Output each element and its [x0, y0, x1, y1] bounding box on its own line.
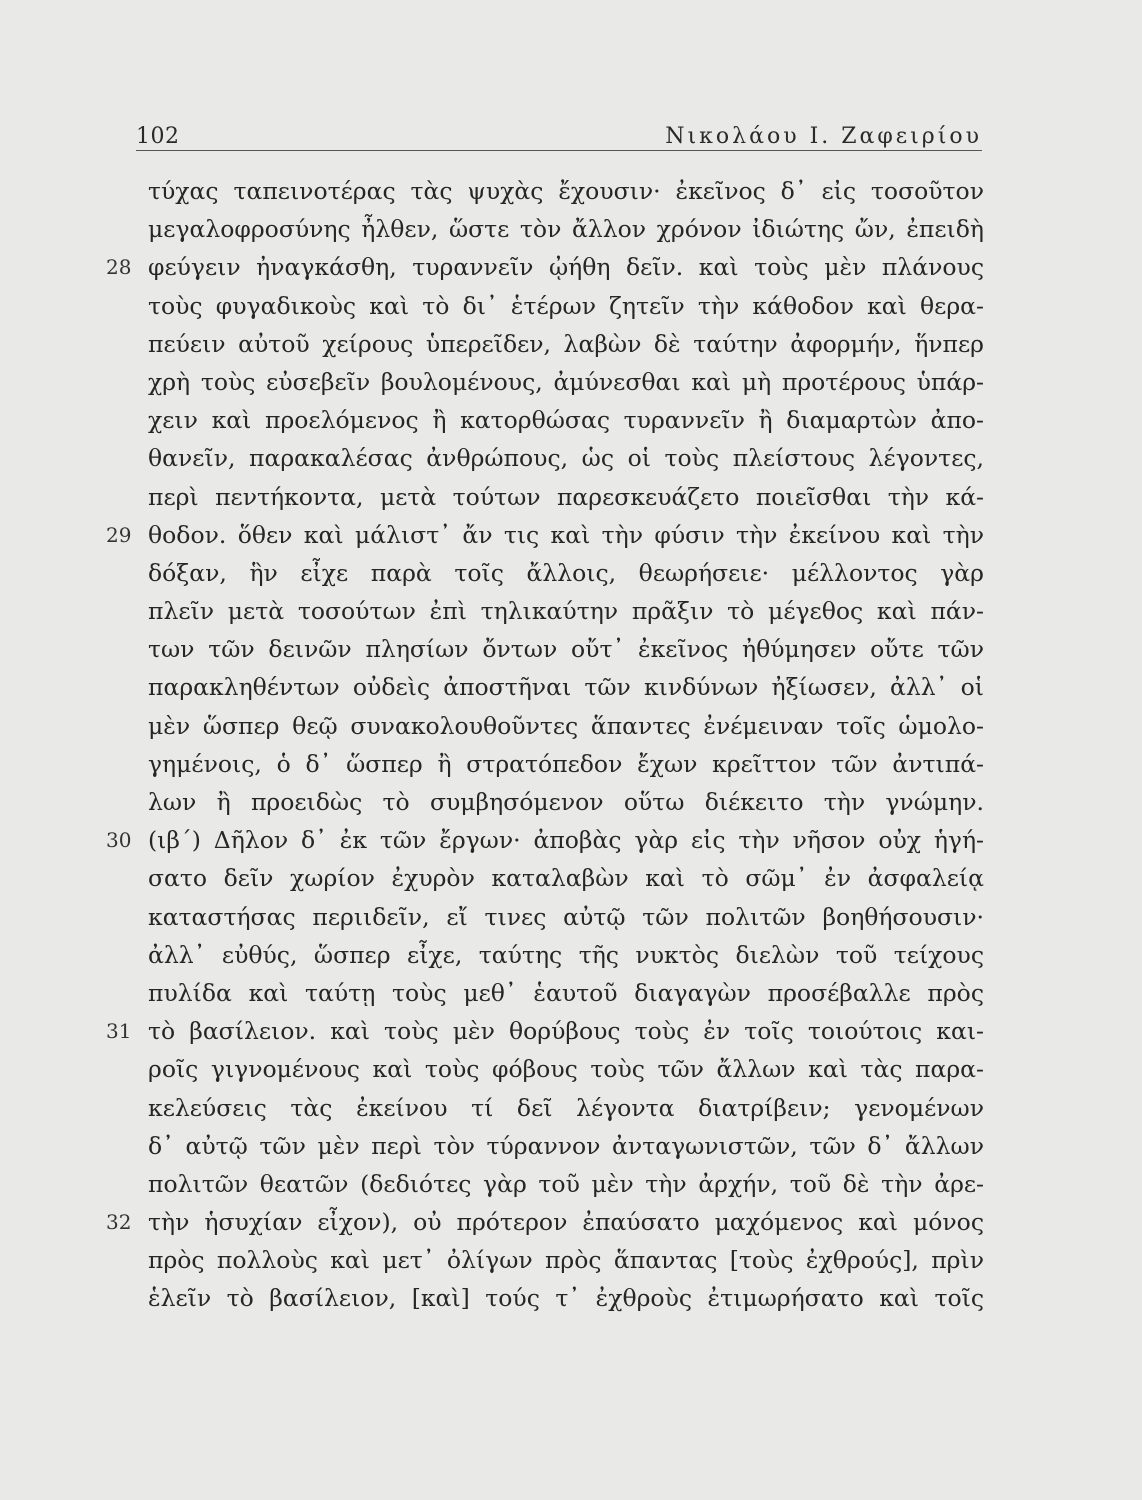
text-line [148, 668, 984, 706]
text-line [148, 859, 984, 897]
line-text: γημένοις, ὁ δ᾽ ὥσπερ ἢ στρατόπεδον ἔχων κρεῖττον τῶν ἀντιπά- [148, 749, 984, 778]
text-line [148, 898, 984, 936]
text-line [106, 1012, 984, 1050]
text-line [148, 745, 984, 783]
line-text: τὴν ἡσυχίαν εἶχον), οὐ πρότερον ἐπαύσατο μαχόμενος καὶ μόνος [148, 1208, 984, 1237]
line-text: ροῖς γιγνομένους καὶ τοὺς φόβους τοὺς τῶν ἄλλων καὶ τὰς παρα- [148, 1055, 984, 1084]
line-text: (ιβ´) Δῆλον δ᾽ ἐκ τῶν ἔργων· ἀποβὰς γὰρ εἰς τὴν νῆσον οὐχ ἡγή- [148, 826, 984, 855]
margin-number: 28 [106, 255, 132, 280]
line-text: φεύγειν ἠναγκάσθη, τυραννεῖν ᾠήθη δεῖν. καὶ τοὺς μὲν πλάνους [148, 253, 984, 282]
running-head: Νικολάου Ι. Ζαφειρίου [665, 124, 982, 149]
line-text: παρακληθέντων οὐδεὶς ἀποστῆναι τῶν κινδύνων ἠξίωσεν, ἀλλ᾽ οἱ [148, 673, 984, 702]
margin-number: 29 [106, 522, 132, 547]
text-line [148, 1165, 984, 1203]
text-line [106, 1203, 984, 1241]
margin-number: 30 [106, 828, 132, 853]
line-text: πυλίδα καὶ ταύτῃ τοὺς μεθ᾽ ἑαυτοῦ διαγαγὼν προσέβαλλε πρὸς [148, 978, 984, 1007]
line-text: πολιτῶν θεατῶν (δεδιότες γὰρ τοῦ μὲν τὴν ἀρχήν, τοῦ δὲ τὴν ἀρε- [148, 1169, 984, 1198]
line-text: δ᾽ αὐτῷ τῶν μὲν περὶ τὸν τύραννον ἀνταγωνιστῶν, τῶν δ᾽ ἄλλων [148, 1131, 984, 1160]
margin-number: 32 [106, 1210, 132, 1235]
text-line [106, 516, 984, 554]
line-text: θανεῖν, παρακαλέσας ἀνθρώπους, ὡς οἱ τοὺς πλείστους λέγοντες, [148, 444, 984, 473]
text-line [148, 401, 984, 439]
margin-number: 31 [106, 1019, 132, 1044]
line-text: θοδον. ὅθεν καὶ μάλιστ᾽ ἄν τις καὶ τὴν φύσιν τὴν ἐκείνου καὶ τὴν [148, 520, 984, 549]
text-line [148, 974, 984, 1012]
line-text: τοὺς φυγαδικοὺς καὶ τὸ δι᾽ ἑτέρων ζητεῖν τὴν κάθοδον καὶ θερα- [148, 291, 984, 320]
text-line [148, 363, 984, 401]
line-text: χειν καὶ προελόμενος ἢ κατορθώσας τυραννεῖν ἢ διαμαρτὼν ἀπο- [148, 406, 984, 435]
line-text: λων ἢ προειδὼς τὸ συμβησόμενον οὕτω διέκειτο τὴν γνώμην. [148, 788, 984, 816]
line-text: μὲν ὥσπερ θεῷ συνακολουθοῦντες ἅπαντες ἐνέμειναν τοῖς ὡμολο- [148, 711, 984, 740]
line-text: περὶ πεντήκοντα, μετὰ τούτων παρεσκευάζετο ποιεῖσθαι τὴν κά- [148, 482, 984, 511]
line-text: σατο δεῖν χωρίον ἐχυρὸν καταλαβὼν καὶ τὸ σῶμ᾽ ἐν ἀσφαλείᾳ [148, 864, 984, 893]
text-line [148, 554, 984, 592]
line-text: πρὸς πολλοὺς καὶ μετ᾽ ὀλίγων πρὸς ἅπαντας [τοὺς ἐχθρούς], πρὶν [148, 1246, 984, 1275]
text-line [106, 821, 984, 859]
text-line [148, 592, 984, 630]
line-text: καταστήσας περιιδεῖν, εἴ τινες αὐτῷ τῶν πολιτῶν βοηθήσουσιν· [148, 902, 984, 931]
text-line [148, 325, 984, 363]
text-line [148, 287, 984, 325]
page-number: 102 [136, 124, 180, 149]
line-text: των τῶν δεινῶν πλησίων ὄντων οὔτ᾽ ἐκεῖνος ἠθύμησεν οὔτε τῶν [148, 635, 984, 664]
text-line [148, 936, 984, 974]
text-line [148, 1241, 984, 1279]
text-line [148, 630, 984, 668]
line-text: πλεῖν μετὰ τοσούτων ἐπὶ τηλικαύτην πρᾶξιν τὸ μέγεθος καὶ πάν- [148, 597, 984, 626]
text-line [148, 707, 984, 745]
text-line [148, 783, 984, 821]
line-text: ἀλλ᾽ εὐθύς, ὥσπερ εἶχε, ταύτης τῆς νυκτὸς διελὼν τοῦ τείχους [148, 940, 984, 969]
text-line [148, 1050, 984, 1088]
text-line [148, 439, 984, 477]
line-text: ἑλεῖν τὸ βασίλειον, [καὶ] τούς τ᾽ ἐχθροὺς ἐτιμωρήσατο καὶ τοῖς [148, 1284, 984, 1313]
line-text: χρὴ τοὺς εὐσεβεῖν βουλομένους, ἀμύνεσθαι καὶ μὴ προτέρους ὑπάρ- [148, 367, 984, 396]
text-line [148, 1279, 984, 1317]
line-text: τύχας ταπεινοτέρας τὰς ψυχὰς ἔχουσιν· ἐκεῖνος δ᾽ εἰς τοσοῦτον [148, 177, 984, 205]
header-rule [136, 150, 982, 151]
text-line [148, 478, 984, 516]
body-text [106, 172, 984, 1318]
line-text: κελεύσεις τὰς ἐκείνου τί δεῖ λέγοντα διατρίβειν; γενομένων [148, 1093, 984, 1122]
line-text: τὸ βασίλειον. καὶ τοὺς μὲν θορύβους τοὺς ἐν τοῖς τοιούτοις και- [148, 1017, 984, 1046]
text-line [148, 1089, 984, 1127]
text-line [106, 248, 984, 286]
page-header [136, 124, 982, 158]
text-line [148, 210, 984, 248]
line-text: πεύειν αὐτοῦ χείρους ὑπερεῖδεν, λαβὼν δὲ ταύτην ἀφορμήν, ἥνπερ [148, 329, 984, 358]
line-text: μεγαλοφροσύνης ἦλθεν, ὥστε τὸν ἄλλον χρόνον ἰδιώτης ὤν, ἐπειδὴ [148, 215, 984, 244]
line-text: δόξαν, ἣν εἶχε παρὰ τοῖς ἄλλοις, θεωρήσειε· μέλλοντος γὰρ [148, 558, 984, 587]
text-line [148, 172, 984, 210]
text-line [148, 1127, 984, 1165]
